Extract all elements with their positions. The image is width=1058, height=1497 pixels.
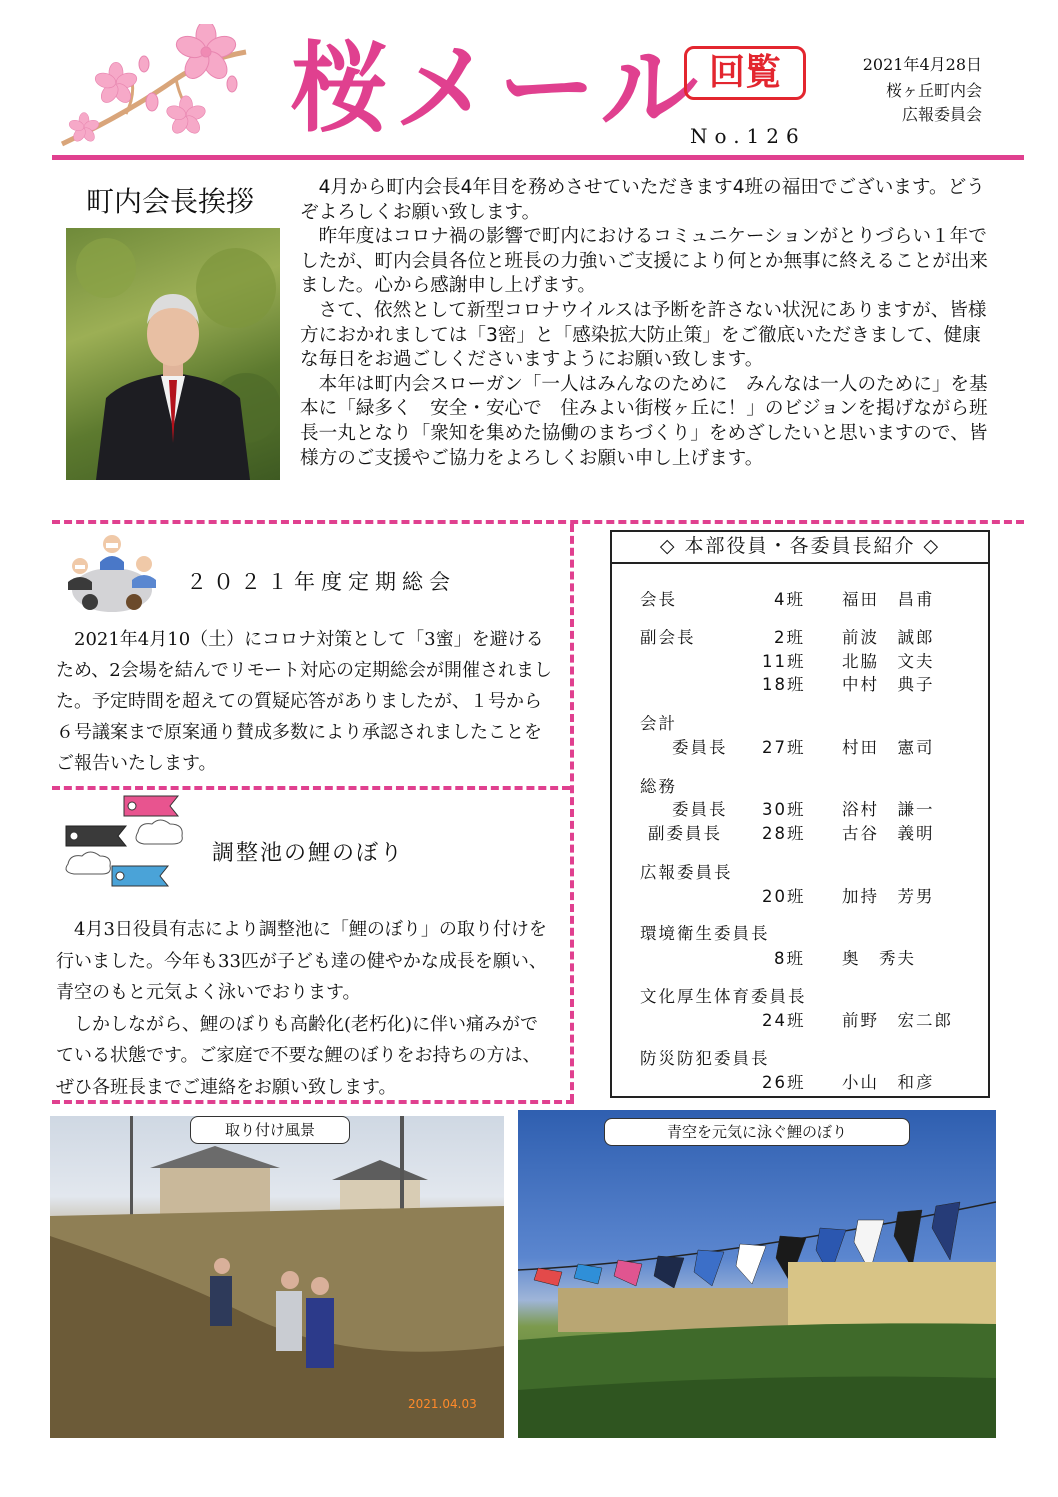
officer-group: 2班: [774, 628, 805, 647]
officer-role: 委員長: [672, 800, 728, 819]
greeting-body: [300, 176, 990, 471]
cherry-blossom-illustration: [56, 24, 256, 154]
header-rule: [52, 155, 1024, 160]
officer-group: 30班: [762, 800, 806, 819]
greeting-paragraph-1: 4月から町内会長4年目を務めさせていただきます4班の福田でございます。どうぞよろしくお願い致します。: [300, 177, 985, 223]
officer-name: 古谷 義明: [842, 824, 935, 843]
committee-name: 広報委員会: [901, 105, 982, 124]
officer-group: 27班: [762, 738, 806, 757]
meeting-title: ２０２１年度定期総会: [186, 570, 456, 594]
officers-title: ◇ 本部役員・各委員長紹介 ◇: [610, 530, 990, 564]
officer-name: 福田 昌甫: [842, 590, 935, 609]
greeting-paragraph-4: 本年は町内会スローガン「一人はみんなのために みんなは一人のために」を基本に「緑多く 安全・安心で 住みよい街桜ヶ丘に！」のビジョンを掲げながら班長一丸となり「衆知を集めた協働のまちづくり」をめざしたいと思いますので、皆様方のご支援やご協力をよろしくお願い申し上げます。: [300, 373, 988, 469]
meeting-illustration: [60, 530, 164, 620]
officer-group: 28班: [762, 824, 806, 843]
officer-role: 副会長: [640, 628, 696, 647]
officer-name: 前波 誠郎: [842, 628, 935, 647]
circulation-badge: 回覧: [684, 46, 806, 100]
officer-group: 8班: [774, 949, 805, 968]
officer-group: 11班: [762, 652, 806, 671]
officer-role: 文化厚生体育委員長: [640, 987, 807, 1006]
officer-role: 会長: [640, 590, 677, 609]
koinobori-illustration: [60, 794, 190, 894]
organization-name: 桜ヶ丘町内会: [885, 81, 982, 100]
koinobori-photo-caption: 青空を元気に泳ぐ鯉のぼり: [604, 1118, 910, 1146]
officer-name: 前野 宏二郎: [842, 1011, 953, 1030]
officer-role: 防災防犯委員長: [640, 1049, 770, 1068]
officer-name: 小山 和彦: [842, 1073, 935, 1092]
officer-name: 浴村 謙一: [842, 800, 935, 819]
koinobori-title: 調整池の鯉のぼり: [212, 841, 405, 866]
koinobori-paragraph-1: 4月3日役員有志により調整池に「鯉のぼり」の取り付けを行いました。今年も33匹が子ども達の健やかな成長を願い、青空のもと元気よく泳いでおります。: [56, 919, 547, 1003]
officer-role: 副委員長: [648, 824, 722, 843]
koinobori-paragraph-2: しかしながら、鯉のぼりも高齢化(老朽化)に伴い痛みがでている状態です。ご家庭で不要な鯉のぼりをお持ちの方は、ぜひ各班長までご連絡をお願い致します。: [56, 1013, 541, 1098]
column-divider: [570, 524, 574, 1102]
officer-role: 委員長: [672, 738, 728, 757]
officer-name: 中村 典子: [842, 675, 935, 694]
officer-role: 会計: [640, 714, 677, 733]
installation-photo: [50, 1116, 504, 1438]
koinobori-body: [56, 914, 556, 1103]
officer-role: 広報委員長: [640, 863, 733, 882]
issue-number: No.126: [690, 124, 806, 148]
officer-name: 奥 秀夫: [842, 949, 916, 968]
officer-name: 北脇 文夫: [842, 652, 935, 671]
officer-group: 20班: [762, 887, 806, 906]
installation-caption: 取り付け風景: [190, 1116, 350, 1144]
photo-date-stamp: 2021.04.03: [408, 1397, 477, 1411]
section-divider: [52, 520, 1024, 524]
chairman-photo: [66, 228, 280, 480]
officer-group: 24班: [762, 1011, 806, 1030]
issue-date: 2021年4月28日: [862, 55, 982, 74]
officer-group: 26班: [762, 1073, 806, 1092]
section-divider: [52, 786, 570, 790]
officer-group: 18班: [762, 675, 806, 694]
officer-name: 村田 憲司: [842, 738, 935, 757]
masthead-title: 桜メール: [290, 32, 705, 146]
officer-role: 総務: [640, 777, 677, 796]
meeting-body: 2021年4月10（土）にコロナ対策として「3蜜」を避けるため、2会場を結んでリモート対応の定期総会が開催されました。予定時間を超えての質疑応答がありましたが、１号から６号議案まで原案通り賛成多数により承認されましたことをご報告いたします。: [56, 629, 553, 774]
greeting-title: 町内会長挨拶: [86, 185, 255, 218]
koinobori-photo: [518, 1110, 996, 1438]
officer-role: 環境衛生委員長: [640, 924, 770, 943]
greeting-paragraph-2: 昨年度はコロナ禍の影響で町内におけるコミュニケーションがとりづらい１年でしたが、町内会員各位と班長の力強いご支援により何とか無事に終えることが出来ました。心から感謝申し上げます。: [300, 226, 988, 297]
officer-name: 加持 芳男: [842, 887, 935, 906]
greeting-paragraph-3: さて、依然として新型コロナウイルスは予断を許さない状況にありますが、皆様方におかれましては「3密」と「感染拡大防止策」をご徹底いただきまして、健康な毎日をお過ごしくださいますようにお願い致します。: [300, 299, 987, 371]
officer-group: 4班: [774, 590, 805, 609]
